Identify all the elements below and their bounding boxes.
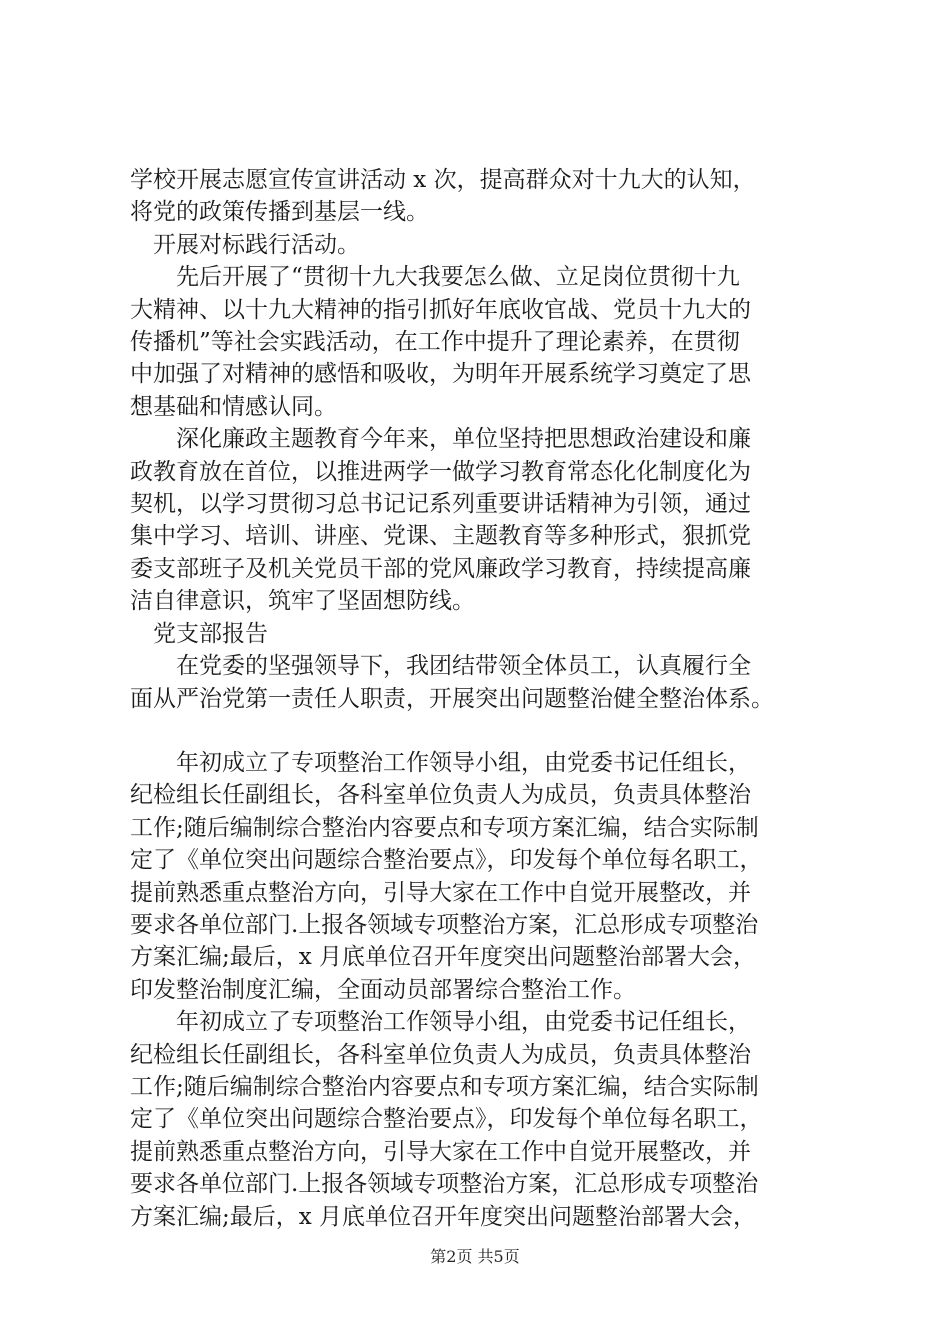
paragraph-6: 年初成立了专项整治工作领导小组，由党委书记任组长， 纪检组长任副组长，各科室单位负责人为成员，负责具体整治 工作;随后编制综合整治内容要点和专项方案汇编，结合实际制 定了《单位突出问题综合整治要点》，印发每个单位每名职工， 提前熟悉重点整治方向，引导大家在工作中自觉开展整改，并 要求各单位部门.上报各领域专项整治方案，汇总形成专项整治 方案汇编;最后，x 月底单位召开年度突出问题整治部署大会，: [130, 1009, 763, 1230]
heading-practice-activity: 开展对标践行活动。: [130, 231, 360, 258]
paragraph-gap: [130, 715, 830, 747]
document-body: [130, 164, 830, 1233]
heading-party-branch-report: 党支部报告: [130, 620, 268, 647]
page-number-footer: 第2页 共5页: [430, 1247, 520, 1266]
paragraph-3: 深化廉政主题教育今年来，单位坚持把思想政治建设和廉 政教育放在首位，以推进两学一做学习教育常态化化制度化为 契机，以学习贯彻习总书记记系列重要讲话精神为引领，通过 集中学习、培训、讲座、党课、主题教育等多种形式，狠抓党 委支部班子及机关党员干部的党风廉政学习教育，持续提高廉 洁自律意识，筑牢了坚固想防线。: [130, 426, 751, 615]
paragraph-2: 先后开展了“贯彻十九大我要怎么做、立足岗位贯彻十九 大精神、以十九大精神的指引抓好年底收官战、党员十九大的 传播机”等社会实践活动，在工作中提升了理论素养，在贯彻 中加强了对精神的感悟和吸收，为明年开展系统学习奠定了思 想基础和情感认同。: [130, 264, 751, 420]
paragraph-1: 学校开展志愿宣传宣讲活动 x 次，提高群众对十九大的认知， 将党的政策传播到基层一线。: [130, 167, 756, 226]
paragraph-4: 在党委的坚强领导下，我团结带领全体员工，认真履行全 面从严治党第一责任人职责，开展突出问题整治健全整治体系。: [130, 653, 774, 712]
paragraph-5: 年初成立了专项整治工作领导小组，由党委书记任组长， 纪检组长任副组长，各科室单位负责人为成员，负责具体整治 工作;随后编制综合整治内容要点和专项方案汇编，结合实际制 定了《单位突出问题综合整治要点》，印发每个单位每名职工， 提前熟悉重点整治方向，引导大家在工作中自觉开展整改，并 要求各单位部门.上报各领域专项整治方案，汇总形成专项整治 方案汇编;最后，x 月底单位召开年度突出问题整治部署大会， 印发整治制度汇编，全面动员部署综合整治工作。: [130, 749, 763, 1003]
